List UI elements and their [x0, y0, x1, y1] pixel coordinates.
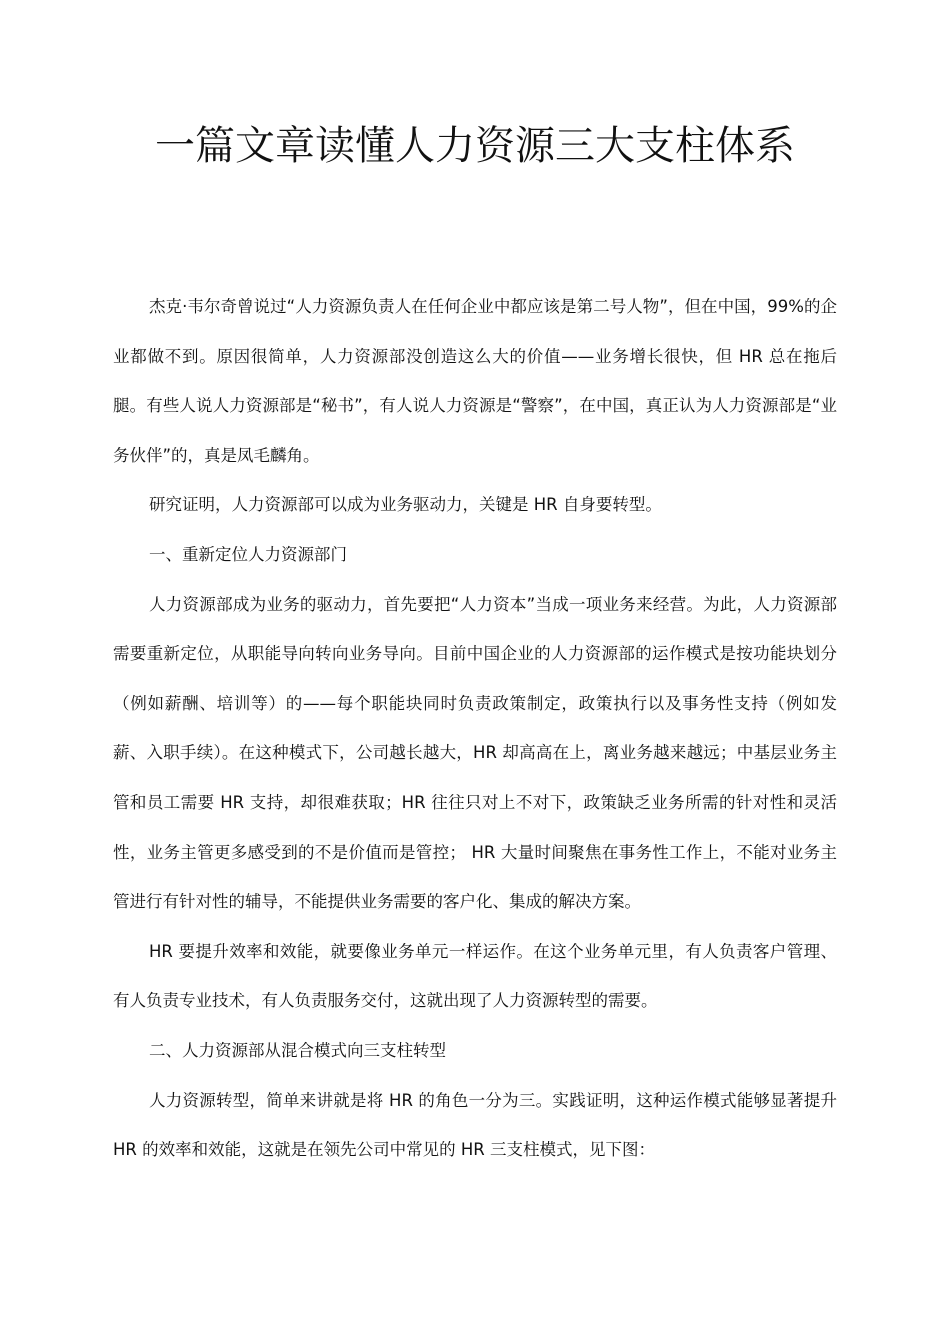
- paragraph-intro: 杰克·韦尔奇曾说过“人力资源负责人在任何企业中都应该是第二号人物”，但在中国，99%的企业都做不到。原因很简单，人力资源部没创造这么大的价值——业务增长很快，但 HR 总在拖后腿。有些人说人力资源部是“秘书”，有人说人力资源是“警察”，在中国，真正认为人力资源部是“业务伙伴”的，真是凤毛麟角。: [113, 297, 837, 465]
- section-heading-2: 二、人力资源部从混合模式向三支柱转型: [149, 1040, 446, 1060]
- paragraph-transformation: 人力资源转型，简单来讲就是将 HR 的角色一分为三。实践证明，这种运作模式能够显著提升 HR 的效率和效能，这就是在领先公司中常见的 HR 三支柱模式，见下图：: [113, 1090, 837, 1160]
- paragraph-reposition: 人力资源部成为业务的驱动力，首先要把“人力资本”当成一项业务来经营。为此，人力资源部需要重新定位，从职能导向转向业务导向。目前中国企业的人力资源部的运作模式是按功能块划分（例如薪酬、培训等）的——每个职能块同时负责政策制定，政策执行以及事务性支持（例如发薪、入职手续）。在这种模式下，公司越长越大，HR 却高高在上，离业务越来越远；中基层业务主管和员工需要 HR 支持，却很难获取；HR 往往只对上不对下，政策缺乏业务所需的针对性和灵活性，业务主管更多感受到的不是价值而是管控； HR 大量时间聚焦在事务性工作上，不能对业务主管进行有针对性的辅导，不能提供业务需要的客户化、集成的解决方案。: [113, 594, 837, 912]
- paragraph-efficiency: HR 要提升效率和效能，就要像业务单元一样运作。在这个业务单元里，有人负责客户管理、有人负责专业技术，有人负责服务交付，这就出现了人力资源转型的需要。: [113, 941, 837, 1011]
- article-body: [113, 282, 837, 1175]
- page-title: 一篇文章读懂人力资源三大支柱体系: [155, 123, 795, 169]
- section-heading-1: 一、重新定位人力资源部门: [149, 544, 347, 564]
- paragraph-research: 研究证明，人力资源部可以成为业务驱动力，关键是 HR 自身要转型。: [149, 495, 662, 515]
